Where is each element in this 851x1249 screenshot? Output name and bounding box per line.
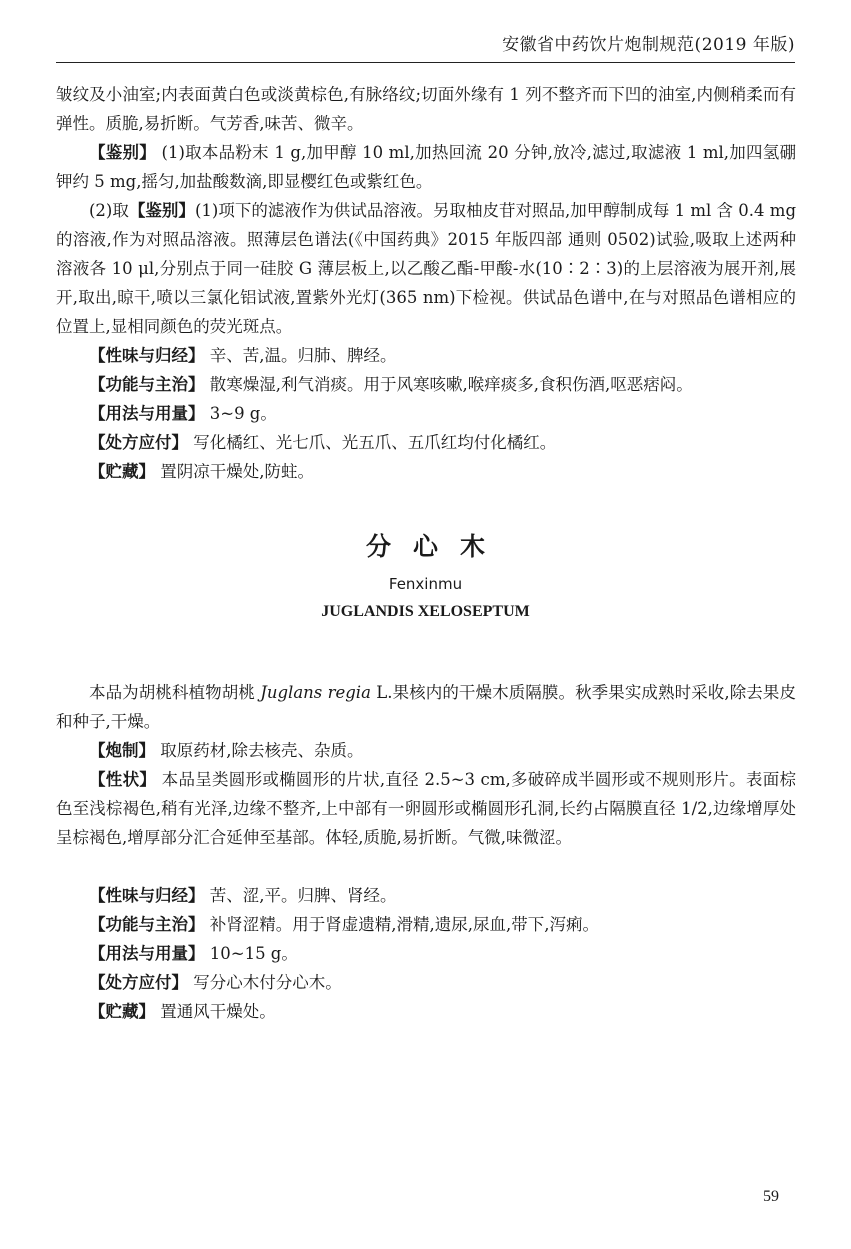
section-label: 【功能与主治】 — [89, 915, 205, 934]
entry-prescription: 【处方应付】 写分心木付分心木。 — [89, 973, 342, 992]
section-label: 【处方应付】 — [89, 433, 188, 452]
section-label: 【功能与主治】 — [89, 375, 205, 394]
section-label: 【处方应付】 — [89, 973, 188, 992]
prev-description-paragraph: 皱纹及小油室;内表面黄白色或淡黄棕色,有脉络纹;切面外缘有 1 列不整齐而下凹的油室,内侧稍柔而有弹性。质脆,易折断。气芳香,味苦、微辛。 — [56, 85, 796, 133]
prev-storage: 【贮藏】 置阴凉干燥处,防蛀。 — [89, 462, 314, 481]
section-label: 【鉴别】 — [128, 201, 195, 220]
entry-title-latin: JUGLANDIS XELOSEPTUM — [321, 603, 530, 620]
entry-processing: 【炮制】 取原药材,除去核壳、杂质。 — [89, 741, 364, 760]
section-label: 【性味与归经】 — [89, 346, 205, 365]
section-label: 【性味与归经】 — [89, 886, 205, 905]
prev-identification-2: (2)取【鉴别】(1)项下的滤液作为供试品溶液。另取柚皮苷对照品,加甲醇制成每 1 ml 含 0.4 mg 的溶液,作为对照品溶液。照薄层色谱法(《中国药典》2015 年版四部 通则 0502)试验,吸取上述两种溶液各 10 μl,分别点于同一硅胶 G 薄层板上,以乙酸乙酯-甲酸-水(10∶2∶3)的上层溶液为展开剂,展开,取出,晾干,喷以三氯化铝试液,置紫外光灯(365 nm)下检视。供试品色谱中,在与对照品色谱相应的位置上,显相同颜色的荧光斑点。 — [56, 201, 797, 336]
entry-function-indication: 【功能与主治】 补肾涩精。用于肾虚遗精,滑精,遗尿,尿血,带下,泻痢。 — [89, 915, 599, 934]
prev-usage-dosage: 【用法与用量】 3~9 g。 — [89, 404, 277, 423]
section-label: 【用法与用量】 — [89, 404, 205, 423]
entry-storage: 【贮藏】 置通风干燥处。 — [89, 1002, 276, 1021]
entry-usage-dosage: 【用法与用量】 10~15 g。 — [89, 944, 298, 963]
section-label: 【性状】 — [89, 770, 157, 789]
section-label: 【鉴别】 — [89, 143, 157, 162]
entry-title-pinyin: Fenxinmu — [388, 575, 463, 593]
latin-name: Juglans regia — [260, 683, 371, 702]
section-label: 【炮制】 — [89, 741, 155, 760]
prev-identification-1: 【鉴别】 (1)取本品粉末 1 g,加甲醇 10 ml,加热回流 20 分钟,放冷,滤过,取滤液 1 ml,加四氢硼钾约 5 mg,摇匀,加盐酸数滴,即显樱红色或紫红色。 — [56, 143, 796, 191]
entry-intro: 本品为胡桃科植物胡桃 Juglans regia L.果核内的干燥木质隔膜。秋季果实成熟时采收,除去果皮和种子,干燥。 — [56, 683, 796, 731]
prev-prescription: 【处方应付】 写化橘红、光七爪、光五爪、五爪红均付化橘红。 — [89, 433, 557, 452]
entry-nature-meridian: 【性味与归经】 苦、涩,平。归脾、肾经。 — [89, 886, 397, 905]
page-number: 59 — [763, 1188, 779, 1205]
section-label: 【贮藏】 — [89, 462, 155, 481]
section-label: 【用法与用量】 — [89, 944, 205, 963]
header-rule — [56, 62, 795, 63]
entry-description: 【性状】 本品呈类圆形或椭圆形的片状,直径 2.5~3 cm,多破碎成半圆形或不规则形片。表面棕色至浅棕褐色,稍有光泽,边缘不整齐,上中部有一卵圆形或椭圆形孔洞,长约占隔膜直径 1/2,边缘增厚处呈棕褐色,增厚部分汇合延伸至基部。体轻,质脆,易折断。气微,味微涩。 — [56, 770, 796, 847]
running-head: 安徽省中药饮片炮制规范(2019 年版) — [502, 35, 795, 55]
prev-function-indication: 【功能与主治】 散寒燥湿,利气消痰。用于风寒咳嗽,喉痒痰多,食积伤酒,呕恶痞闷。 — [89, 375, 693, 394]
prev-nature-meridian: 【性味与归经】 辛、苦,温。归肺、脾经。 — [89, 346, 397, 365]
section-label: 【贮藏】 — [89, 1002, 155, 1021]
entry-title-chinese: 分心木 — [365, 532, 507, 561]
